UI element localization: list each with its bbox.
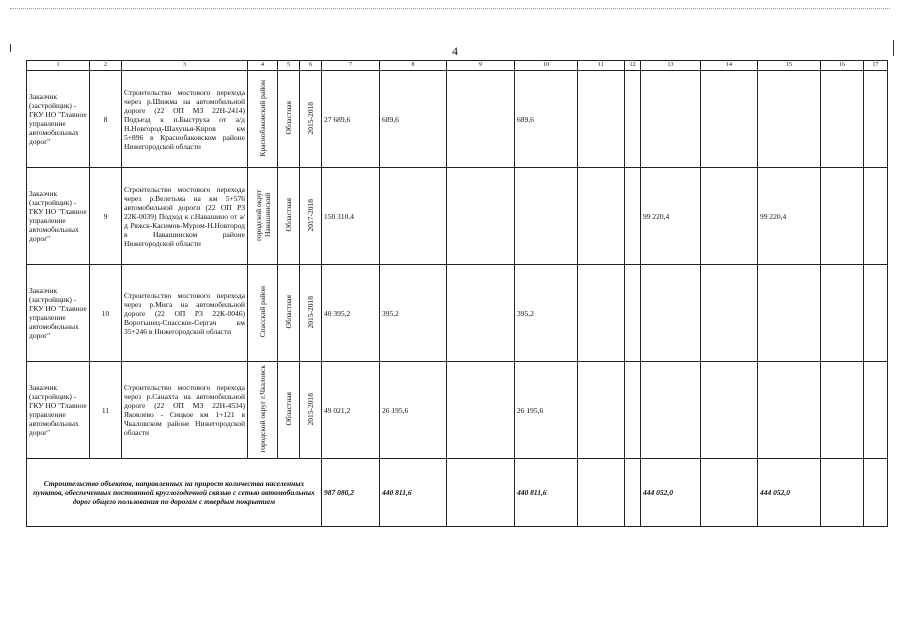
value-col17 <box>864 71 888 168</box>
customer-cell: Заказчик (застройщик) - ГКУ НО "Главное управление автомобильных дорог" <box>27 71 90 168</box>
scan-edge-left <box>10 44 11 52</box>
row-number: 9 <box>90 168 122 265</box>
col-header: 2 <box>90 61 122 71</box>
value-col7: 49 021,2 <box>322 362 380 459</box>
total-row <box>27 459 888 527</box>
total-label: Строительство объектов, направленных на прирост количества населенных пунктов, обеспеченных постоянной круглогодичной связью с сетью автомобильных дорог общего пользования по дорогам с твердым покрытием <box>27 459 322 527</box>
period-cell <box>300 168 322 265</box>
value-col8: 26 195,6 <box>380 362 447 459</box>
value-col13: 99 220,4 <box>641 168 701 265</box>
period-text: 2015-2018 <box>306 101 315 135</box>
col-header: 10 <box>515 61 578 71</box>
value-col7: 150 310,4 <box>322 168 380 265</box>
object-description: Строительство мостового перехода через р.Мига на автомобильной дороге (22 ОП РЗ 22К-0046) Воротынец-Спасское-Сергач км 35+246 в Нижегородской области <box>122 265 248 362</box>
total-col8: 440 811,6 <box>380 459 447 527</box>
period-cell <box>300 362 322 459</box>
value-col10: 395,2 <box>515 265 578 362</box>
period-text: 2015-2018 <box>306 392 315 426</box>
col-header: 17 <box>864 61 888 71</box>
value-col9 <box>447 265 515 362</box>
col-header: 6 <box>300 61 322 71</box>
value-col17 <box>864 168 888 265</box>
district-text: Краснобаковский район <box>258 79 267 157</box>
page-number: 4 <box>452 44 458 58</box>
value-col9 <box>447 168 515 265</box>
total-col17 <box>864 459 888 527</box>
value-col14 <box>701 265 758 362</box>
district-cell <box>248 265 278 362</box>
district-cell <box>248 71 278 168</box>
col-header: 1 <box>27 61 90 71</box>
col-header: 3 <box>122 61 248 71</box>
total-col10: 440 811,6 <box>515 459 578 527</box>
value-col11 <box>578 71 625 168</box>
col-header: 5 <box>278 61 300 71</box>
district-cell <box>248 168 278 265</box>
value-col10: 26 195,6 <box>515 362 578 459</box>
budget-cell <box>278 265 300 362</box>
col-header: 15 <box>758 61 821 71</box>
value-col15 <box>758 265 821 362</box>
period-text: 2015-2018 <box>306 295 315 329</box>
value-col12 <box>625 168 641 265</box>
row-number: 8 <box>90 71 122 168</box>
total-col9 <box>447 459 515 527</box>
table-row <box>27 71 888 168</box>
period-cell <box>300 265 322 362</box>
total-col11 <box>578 459 625 527</box>
value-col7: 40 395,2 <box>322 265 380 362</box>
total-col7: 987 080,2 <box>322 459 380 527</box>
budget-cell <box>278 362 300 459</box>
value-col9 <box>447 71 515 168</box>
object-description: Строительство мостового перехода через р.Санахта на автомобильной дороге (22 ОП МЗ 22Н-4534) Яковлево - Сицкое км 1+121 в Чкаловском районе Нижегородской области <box>122 362 248 459</box>
value-col8: 395,2 <box>380 265 447 362</box>
value-col13 <box>641 362 701 459</box>
row-number: 11 <box>90 362 122 459</box>
value-col16 <box>821 168 864 265</box>
total-col15: 444 052,0 <box>758 459 821 527</box>
district-text: Спасский район <box>258 286 267 338</box>
column-number-row <box>27 61 888 71</box>
col-header: 13 <box>641 61 701 71</box>
value-col12 <box>625 362 641 459</box>
customer-cell: Заказчик (застройщик) - ГКУ НО "Главное управление автомобильных дорог" <box>27 362 90 459</box>
value-col13 <box>641 265 701 362</box>
value-col12 <box>625 265 641 362</box>
value-col15 <box>758 362 821 459</box>
col-header: 11 <box>578 61 625 71</box>
value-col16 <box>821 265 864 362</box>
budget-text: Областная <box>284 198 293 232</box>
budget-text: Областная <box>284 392 293 426</box>
total-col12 <box>625 459 641 527</box>
col-header: 7 <box>322 61 380 71</box>
district-cell <box>248 362 278 459</box>
value-col17 <box>864 265 888 362</box>
total-col13: 444 052,0 <box>641 459 701 527</box>
budget-cell <box>278 71 300 168</box>
col-header: 8 <box>380 61 447 71</box>
value-col7: 27 689,6 <box>322 71 380 168</box>
value-col14 <box>701 71 758 168</box>
col-header: 16 <box>821 61 864 71</box>
value-col11 <box>578 362 625 459</box>
value-col10 <box>515 168 578 265</box>
col-header: 12 <box>625 61 641 71</box>
value-col8: 689,6 <box>380 71 447 168</box>
customer-cell: Заказчик (застройщик) - ГКУ НО "Главное управление автомобильных дорог" <box>27 168 90 265</box>
customer-cell: Заказчик (застройщик) - ГКУ НО "Главное управление автомобильных дорог" <box>27 265 90 362</box>
total-col14 <box>701 459 758 527</box>
value-col16 <box>821 71 864 168</box>
budget-cell <box>278 168 300 265</box>
object-description: Строительство мостового перехода через р.Велетьма на км 5+576 автомобильной дороги (22 ОП РЗ 22К-0039) Подход к г.Навашино от а/д Ряжск-Касимов-Муром-Н.Новгород в Навашинском районе Нижегородской области <box>122 168 248 265</box>
value-col12 <box>625 71 641 168</box>
value-col15 <box>758 71 821 168</box>
row-number: 10 <box>90 265 122 362</box>
value-col14 <box>701 362 758 459</box>
scan-edge-top <box>10 8 890 9</box>
table-row <box>27 168 888 265</box>
value-col10: 689,6 <box>515 71 578 168</box>
value-col16 <box>821 362 864 459</box>
district-text: городской округ г.Чкаловск <box>258 365 267 453</box>
scan-edge-right <box>893 40 894 56</box>
budget-text: Областная <box>284 295 293 329</box>
col-header: 4 <box>248 61 278 71</box>
value-col13 <box>641 71 701 168</box>
value-col15: 99 220,4 <box>758 168 821 265</box>
col-header: 14 <box>701 61 758 71</box>
object-description: Строительство мостового перехода через р.Шижма на автомобильной дороге (22 ОП МЗ 22Н-2414) Подъезд к п.Быструха от а/д Н.Новгород-Шахунья-Киров км 5+896 в Краснобаковском районе Нижегородской области <box>122 71 248 168</box>
col-header: 9 <box>447 61 515 71</box>
budget-text: Областная <box>284 101 293 135</box>
value-col14 <box>701 168 758 265</box>
data-table <box>26 60 888 527</box>
value-col11 <box>578 168 625 265</box>
period-text: 2017-2018 <box>306 198 315 232</box>
value-col9 <box>447 362 515 459</box>
table-row <box>27 265 888 362</box>
total-col16 <box>821 459 864 527</box>
value-col8 <box>380 168 447 265</box>
value-col11 <box>578 265 625 362</box>
table-row <box>27 362 888 459</box>
value-col17 <box>864 362 888 459</box>
period-cell <box>300 71 322 168</box>
district-text: городской округ Навашинский <box>253 189 272 241</box>
